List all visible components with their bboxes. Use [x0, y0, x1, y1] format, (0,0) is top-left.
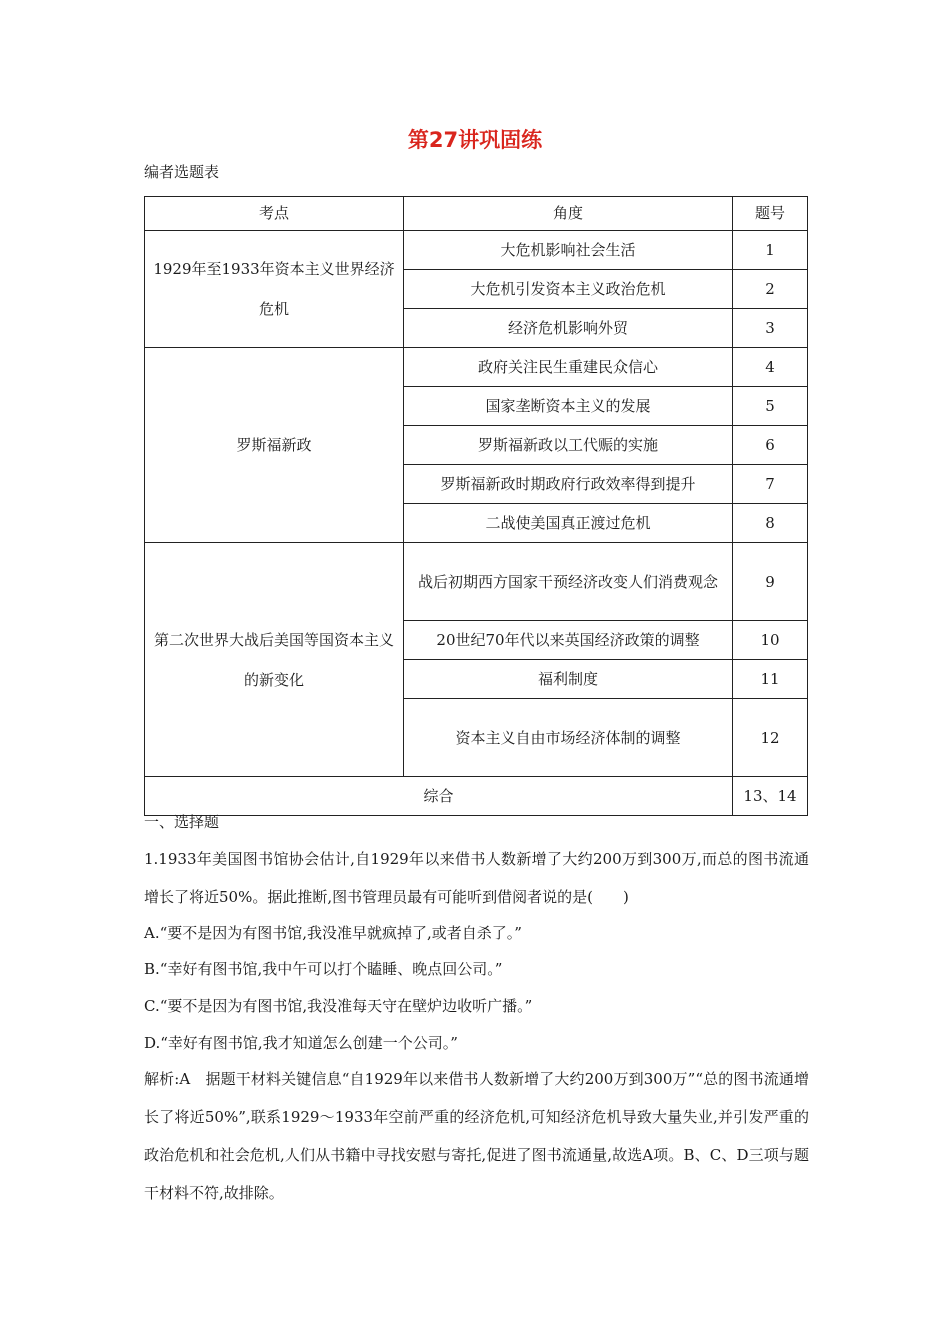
angle-cell: 大危机影响社会生活: [404, 231, 733, 270]
summary-label: 综合: [145, 777, 733, 816]
table-label: 编者选题表: [144, 163, 220, 181]
table-row: [145, 348, 808, 387]
topic-selection-table: [144, 196, 808, 816]
number-cell: 6: [733, 426, 808, 465]
angle-cell: 二战使美国真正渡过危机: [404, 504, 733, 543]
angle-cell: 经济危机影响外贸: [404, 309, 733, 348]
number-cell: 12: [733, 699, 808, 777]
option-c: C.“要不是因为有图书馆,我没准每天守在壁炉边收听广播。”: [144, 997, 533, 1015]
topic-cell: 第二次世界大战后美国等国资本主义的新变化: [145, 543, 404, 777]
angle-cell: 大危机引发资本主义政治危机: [404, 270, 733, 309]
number-cell: 5: [733, 387, 808, 426]
number-cell: 8: [733, 504, 808, 543]
angle-cell: 罗斯福新政时期政府行政效率得到提升: [404, 465, 733, 504]
header-topic: 考点: [145, 197, 404, 231]
number-cell: 3: [733, 309, 808, 348]
angle-cell: 政府关注民生重建民众信心: [404, 348, 733, 387]
option-b: B.“幸好有图书馆,我中午可以打个瞌睡、晚点回公司。”: [144, 960, 503, 978]
option-d: D.“幸好有图书馆,我才知道怎么创建一个公司。”: [144, 1034, 458, 1052]
number-cell: 4: [733, 348, 808, 387]
option-a: A.“要不是因为有图书馆,我没准早就疯掉了,或者自杀了。”: [144, 924, 522, 942]
table-row: [145, 543, 808, 621]
number-cell: 7: [733, 465, 808, 504]
header-number: 题号: [733, 197, 808, 231]
angle-cell: 战后初期西方国家干预经济改变人们消费观念: [404, 543, 733, 621]
section-heading: 一、选择题: [144, 813, 220, 831]
question-stem: 1.1933年美国图书馆协会估计,自1929年以来借书人数新增了大约200万到300万,而总的图书流通增长了将近50%。据此推断,图书管理员最有可能听到借阅者说的是( ): [144, 850, 809, 906]
angle-cell: 资本主义自由市场经济体制的调整: [404, 699, 733, 777]
topic-cell: 1929年至1933年资本主义世界经济危机: [145, 231, 404, 348]
number-cell: 10: [733, 621, 808, 660]
topic-cell: 罗斯福新政: [145, 348, 404, 543]
table-row: [145, 231, 808, 270]
angle-cell: 20世纪70年代以来英国经济政策的调整: [404, 621, 733, 660]
number-cell: 2: [733, 270, 808, 309]
summary-number: 13、14: [733, 777, 808, 816]
number-cell: 9: [733, 543, 808, 621]
header-angle: 角度: [404, 197, 733, 231]
angle-cell: 罗斯福新政以工代赈的实施: [404, 426, 733, 465]
page-title: 第27讲巩固练: [407, 128, 543, 152]
table-header-row: [145, 197, 808, 231]
answer-analysis: 解析:A 据题干材料关键信息“自1929年以来借书人数新增了大约200万到300万”“总的图书流通增长了将近50%”,联系1929～1933年空前严重的经济危机,可知经济危机导致大量失业,并引发严重的政治危机和社会危机,人们从书籍中寻找安慰与寄托,促进了图书流通量,故选A项。B、C、D三项与题干材料不符,故排除。: [144, 1070, 809, 1202]
angle-cell: 国家垄断资本主义的发展: [404, 387, 733, 426]
angle-cell: 福利制度: [404, 660, 733, 699]
number-cell: 11: [733, 660, 808, 699]
number-cell: 1: [733, 231, 808, 270]
